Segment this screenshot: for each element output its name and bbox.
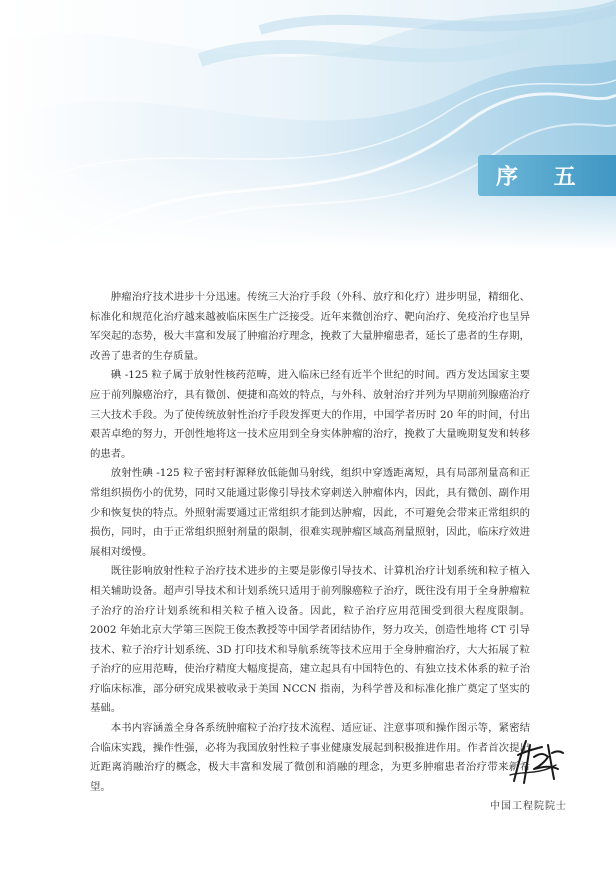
paragraph: 肿瘤治疗技术进步十分迅速。传统三大治疗手段（外科、放疗和化疗）进步明显，精细化、标准化和规范化治疗越来越被临床医生广泛接受。近年来微创治疗、靶向治疗、免疫治疗也呈异军突起的态势，极大丰富和发展了肿瘤治疗理念，挽救了大量肿瘤患者，延长了患者的生存期，改善了患者的生存质量。 <box>90 291 530 362</box>
paragraph: 碘 -125 粒子属于放射性核药范畴，进入临床已经有近半个世纪的时间。西方发达国家主要应于前列腺癌治疗，具有微创、便捷和高效的特点，与外科、放射治疗并列为早期前列腺癌治疗三大技术手段。为了使传统放射性治疗手段发挥更大的作用，中国学者历时 20 年的时间，付出艰苦卓绝的努力，开创性地将这一技术应用到全身实体肿瘤的治疗，挽救了大量晚期复发和转移的患者。 <box>90 369 530 460</box>
preface-body <box>90 288 530 797</box>
paragraph: 既往影响放射性粒子治疗技术进步的主要是影像引导技术、计算机治疗计划系统和粒子植入相关辅助设备。超声引导技术和计划系统只适用于前列腺癌粒子治疗，既往没有用于全身肿瘤粒子治疗的治疗计划系统和相关粒子植入设备。因此，粒子治疗应用范围受到很大程度限制。2002 年始北京大学第三医院王俊杰教授等中国学者团结协作，努力攻关，创造性地将 CT 引导技术、粒子治疗计划系统、3D 打印技术和导航系统等技术应用于全身肿瘤治疗，大大拓展了粒子治疗的应用范畴，使治疗精度大幅度提高，建立起具有中国特色的、有独立技术体系的粒子治疗临床标准，部分研究成果被收录于美国 NCCN 指南，为科学普及和标准化推广奠定了坚实的基础。 <box>90 565 530 715</box>
paragraph: 放射性碘 -125 粒子密封籽源释放低能伽马射线，组织中穿透距离短，具有局部剂量高和正常组织损伤小的优势，同时又能通过影像引导技术穿刺送入肿瘤体内，因此，具有微创、副作用少和恢复快的特点。外照射需要通过正常组织才能到达肿瘤，因此，不可避免会带来正常组织的损伤，同时，由于正常组织照射剂量的限制，很难实现肿瘤区域高剂量照射，因此，临床疗效进展相对缓慢。 <box>90 467 530 558</box>
signature-icon <box>508 735 566 787</box>
paragraph: 本书内容涵盖全身各系统肿瘤粒子治疗技术流程、适应证、注意事项和操作图示等，紧密结合临床实践，操作性强，必将为我国放射性粒子事业健康发展起到积极推进作用。作者首次提出近距离消融治疗的概念，极大丰富和发展了微创和消融的理念，为更多肿瘤患者治疗带来新希望。 <box>90 722 530 793</box>
wave-decoration <box>0 0 616 250</box>
author-title: 中国工程院院士 <box>490 801 567 812</box>
chapter-title-tab <box>478 155 616 196</box>
page-title: 序 五 <box>496 164 590 190</box>
header-banner <box>0 0 616 250</box>
